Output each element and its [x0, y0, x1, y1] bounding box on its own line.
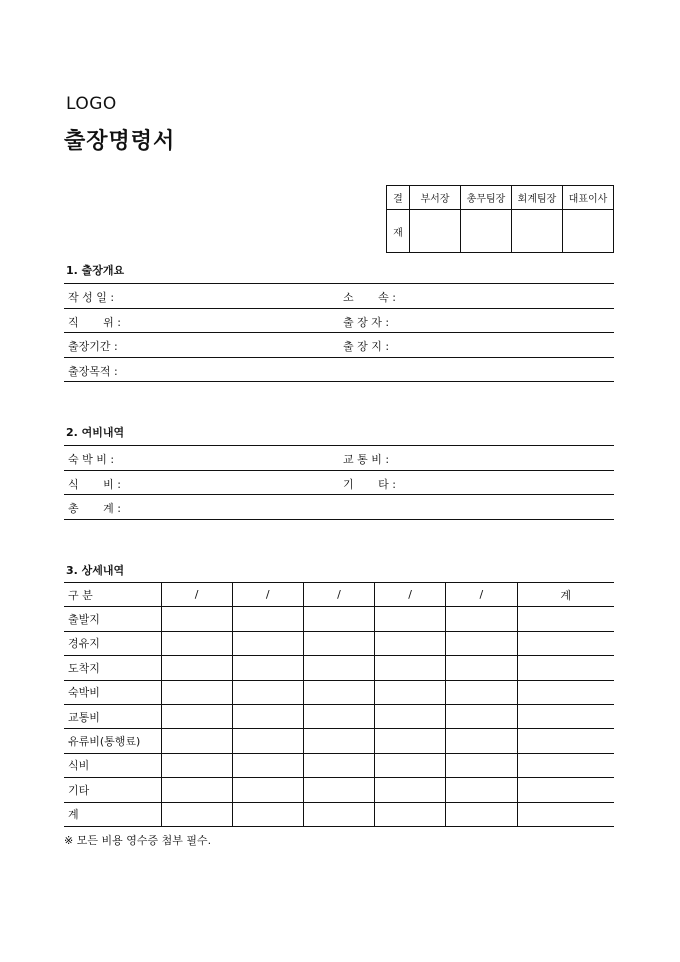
section-title-details: 3. 상세내역 — [66, 564, 125, 577]
row-label: 출발지 — [64, 607, 161, 631]
table-row — [64, 309, 614, 334]
field-label: 직 위 : — [68, 315, 121, 329]
row-label: 도착지 — [64, 656, 161, 680]
table-cell[interactable] — [303, 656, 374, 680]
table-cell[interactable] — [232, 778, 303, 802]
table-cell[interactable] — [161, 631, 232, 655]
table-cell[interactable] — [375, 753, 446, 777]
table-cell[interactable] — [161, 607, 232, 631]
table-cell[interactable] — [375, 631, 446, 655]
page-title: 출장명령서 — [64, 129, 176, 154]
table-cell[interactable] — [446, 656, 517, 680]
table-cell[interactable] — [517, 729, 614, 753]
column-header: / — [161, 583, 232, 607]
table-row — [64, 358, 614, 383]
table-cell[interactable] — [232, 729, 303, 753]
row-label: 계 — [64, 802, 161, 826]
table-cell[interactable] — [303, 778, 374, 802]
field-label: 기 타 : — [343, 477, 396, 491]
table-cell[interactable] — [232, 704, 303, 728]
table-cell[interactable] — [375, 680, 446, 704]
table-cell[interactable] — [517, 631, 614, 655]
table-cell[interactable] — [161, 729, 232, 753]
table-cell[interactable] — [446, 802, 517, 826]
table-cell[interactable] — [446, 704, 517, 728]
row-label: 식비 — [64, 753, 161, 777]
approval-head: 대표이사 — [563, 186, 614, 210]
table-row — [64, 284, 614, 309]
signature-cell[interactable] — [512, 210, 563, 253]
table-cell[interactable] — [446, 607, 517, 631]
table-row — [64, 656, 614, 680]
signature-cell[interactable] — [563, 210, 614, 253]
field-label: 식 비 : — [68, 477, 121, 491]
details-table — [64, 582, 614, 827]
table-cell[interactable] — [161, 656, 232, 680]
table-cell[interactable] — [161, 802, 232, 826]
column-header: / — [375, 583, 446, 607]
approval-head: 총무팀장 — [461, 186, 512, 210]
table-row — [64, 446, 614, 471]
table-cell[interactable] — [303, 753, 374, 777]
approval-head: 부서장 — [410, 186, 461, 210]
table-cell[interactable] — [517, 753, 614, 777]
table-cell[interactable] — [446, 753, 517, 777]
field-label: 작 성 일 : — [68, 291, 115, 304]
table-cell[interactable] — [375, 729, 446, 753]
section-title-expenses: 2. 여비내역 — [66, 426, 125, 439]
overview-table — [64, 283, 614, 382]
field-label: 출장목적 : — [68, 364, 118, 378]
logo: LOGO — [66, 94, 117, 114]
table-cell[interactable] — [446, 729, 517, 753]
field-label: 총 계 : — [68, 502, 121, 515]
field-label: 소 속 : — [343, 291, 396, 304]
table-row — [64, 778, 614, 802]
column-header: / — [446, 583, 517, 607]
table-cell[interactable] — [232, 680, 303, 704]
table-row — [64, 607, 614, 631]
table-row — [64, 680, 614, 704]
table-cell[interactable] — [161, 680, 232, 704]
table-cell[interactable] — [232, 656, 303, 680]
table-cell[interactable] — [232, 802, 303, 826]
table-cell[interactable] — [517, 607, 614, 631]
table-cell[interactable] — [446, 631, 517, 655]
approval-label-bottom: 재 — [387, 210, 410, 253]
row-label: 숙박비 — [64, 680, 161, 704]
table-cell[interactable] — [517, 656, 614, 680]
row-label: 교통비 — [64, 704, 161, 728]
row-label: 경유지 — [64, 631, 161, 655]
column-header: 계 — [517, 583, 614, 607]
table-row — [64, 631, 614, 655]
table-cell[interactable] — [517, 704, 614, 728]
table-cell[interactable] — [375, 704, 446, 728]
table-header-row — [64, 583, 614, 607]
table-cell[interactable] — [375, 656, 446, 680]
table-row — [64, 802, 614, 826]
table-cell[interactable] — [232, 607, 303, 631]
table-row — [64, 495, 614, 520]
table-cell[interactable] — [303, 680, 374, 704]
table-row — [64, 729, 614, 753]
table-cell[interactable] — [303, 802, 374, 826]
field-label: 숙 박 비 : — [68, 453, 115, 466]
expenses-table — [64, 445, 614, 520]
field-label: 출 장 지 : — [343, 340, 390, 353]
table-row — [64, 753, 614, 777]
table-cell[interactable] — [161, 778, 232, 802]
row-label: 유류비(통행료) — [64, 729, 161, 753]
footnote: ※ 모든 비용 영수증 첨부 필수. — [64, 834, 212, 847]
row-label: 기타 — [64, 778, 161, 802]
table-cell[interactable] — [446, 778, 517, 802]
column-header: / — [232, 583, 303, 607]
approval-box — [386, 185, 614, 253]
column-header: / — [303, 583, 374, 607]
signature-cell[interactable] — [461, 210, 512, 253]
table-cell[interactable] — [375, 802, 446, 826]
field-label: 출 장 자 : — [343, 315, 390, 329]
field-label: 출장기간 : — [68, 340, 118, 353]
table-cell[interactable] — [517, 802, 614, 826]
table-cell[interactable] — [232, 631, 303, 655]
table-cell[interactable] — [517, 680, 614, 704]
table-cell[interactable] — [446, 680, 517, 704]
table-cell[interactable] — [161, 753, 232, 777]
section-title-overview: 1. 출장개요 — [66, 264, 125, 277]
approval-label-top: 결 — [387, 186, 410, 210]
table-cell[interactable] — [303, 631, 374, 655]
column-header: 구 분 — [64, 583, 161, 607]
table-cell[interactable] — [517, 778, 614, 802]
table-row — [64, 333, 614, 358]
table-cell[interactable] — [303, 729, 374, 753]
table-cell[interactable] — [375, 607, 446, 631]
table-row — [64, 471, 614, 496]
signature-cell[interactable] — [410, 210, 461, 253]
table-cell[interactable] — [303, 704, 374, 728]
table-cell[interactable] — [161, 704, 232, 728]
table-cell[interactable] — [232, 753, 303, 777]
approval-head: 회계팀장 — [512, 186, 563, 210]
table-row — [64, 704, 614, 728]
table-cell[interactable] — [303, 607, 374, 631]
table-cell[interactable] — [375, 778, 446, 802]
field-label: 교 통 비 : — [343, 453, 390, 466]
